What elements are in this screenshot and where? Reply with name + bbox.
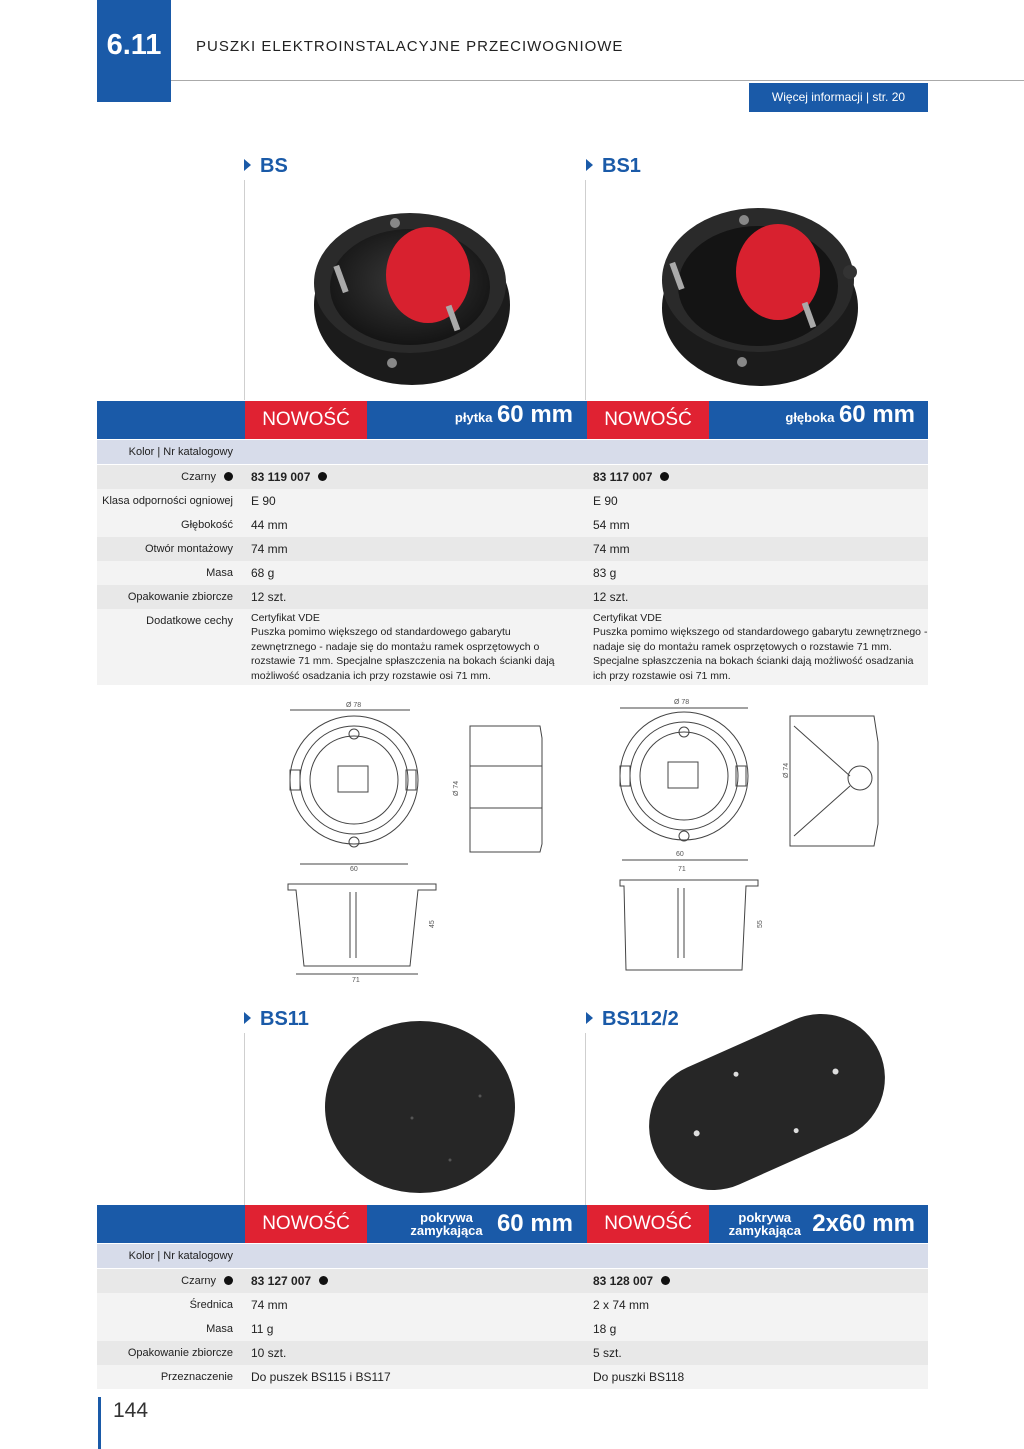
dimension-label: 71 — [352, 977, 360, 984]
black-color-dot — [661, 1276, 670, 1285]
black-color-dot — [224, 1276, 233, 1285]
spec-table-bottom — [97, 1205, 928, 1389]
dimension-label: 60 — [350, 866, 358, 873]
product-title-bs11: BS11 — [244, 1008, 309, 1031]
technical-drawing-bs1 — [612, 696, 912, 988]
spec-table-top — [97, 401, 928, 686]
table-row: Czarny 83 127 007 83 128 007 — [97, 1269, 928, 1293]
table-row: Czarny 83 119 007 83 117 007 — [97, 465, 928, 489]
table-row: Przeznaczenie Do puszek BS115 i BS117 Do puszki BS118 — [97, 1365, 928, 1389]
table-row: Otwór montażowy 74 mm 74 mm — [97, 537, 928, 561]
product-image-bs112-2 — [632, 1004, 902, 1200]
page-number-bar — [98, 1397, 101, 1449]
product-title-bs112-2: BS112/2 — [586, 1008, 679, 1031]
table-row: Średnica 74 mm 2 x 74 mm — [97, 1293, 928, 1317]
dimension-label: Ø 78 — [346, 702, 362, 709]
technical-drawing-bs — [280, 696, 580, 988]
variant-label: płytka 60 mm — [454, 401, 573, 428]
dimension-label: Ø 74 — [453, 780, 460, 796]
table-row: Kolor | Nr katalogowy — [97, 1244, 928, 1268]
product-title-bs1: BS1 — [586, 155, 641, 178]
table-row: Głębokość 44 mm 54 mm — [97, 513, 928, 537]
column-divider — [585, 180, 586, 400]
column-divider — [585, 1033, 586, 1205]
column-divider — [244, 1033, 245, 1205]
table-row: Masa 11 g 18 g — [97, 1317, 928, 1341]
table-row: Opakowanie zbiorcze 10 szt. 5 szt. — [97, 1341, 928, 1365]
more-info-link[interactable]: Więcej informacji | str. 20 — [749, 83, 928, 112]
table-row: Kolor | Nr katalogowy — [97, 440, 928, 464]
dimension-label: 45 — [429, 920, 436, 928]
table-row: Dodatkowe cechy Certyfikat VDE Puszka pomimo większego od standardowego gabarytu zewnętrznego - nadaje się do montażu ramek osprzętowych o rozstawie 71 mm. Specjalne spłaszczenia na bokach ścianki dają możliwość osadzania ich przy rozstawie osi 71 mm. Certyfikat VDE Puszka pomimo większego od standardowego gabarytu zewnętrznego - nadaje się do montażu ramek osprzętowych o rozstawie 71 mm. Specjalne spłaszczenia na bokach ścianki dają możliwość osadzania ich przy rozstawie osi 71 mm. — [97, 609, 928, 685]
new-badge: NOWOŚĆ — [587, 401, 709, 439]
table-row: Masa 68 g 83 g — [97, 561, 928, 585]
black-color-dot — [660, 472, 669, 481]
section-number: 6.11 — [97, 0, 171, 102]
variant-label: głęboka 60 mm — [785, 401, 915, 428]
black-color-dot — [224, 472, 233, 481]
dimension-label: 55 — [757, 920, 764, 928]
dimension-label: 71 — [678, 866, 686, 873]
product-title-bs: BS — [244, 155, 288, 178]
dimension-label: 60 — [676, 851, 684, 858]
page-title: PUSZKI ELEKTROINSTALACYJNE PRZECIWOGNIOWE — [196, 38, 624, 55]
dimension-label: Ø 78 — [674, 699, 690, 706]
product-image-bs — [300, 195, 520, 390]
product-image-bs1 — [650, 190, 880, 390]
variant-label: pokrywa zamykająca 2x60 mm — [728, 1210, 915, 1238]
dimension-label: Ø 74 — [783, 762, 790, 778]
column-divider — [244, 180, 245, 400]
new-badge: NOWOŚĆ — [245, 1205, 367, 1243]
header-divider — [171, 80, 1024, 81]
black-color-dot — [318, 472, 327, 481]
product-image-bs11 — [320, 1018, 520, 1196]
new-badge: NOWOŚĆ — [587, 1205, 709, 1243]
page-number: 144 — [113, 1399, 149, 1422]
black-color-dot — [319, 1276, 328, 1285]
variant-label: pokrywa zamykająca 60 mm — [410, 1210, 573, 1238]
new-badge: NOWOŚĆ — [245, 401, 367, 439]
table-row: Opakowanie zbiorcze 12 szt. 12 szt. — [97, 585, 928, 609]
table-row: Klasa odporności ogniowej E 90 E 90 — [97, 489, 928, 513]
